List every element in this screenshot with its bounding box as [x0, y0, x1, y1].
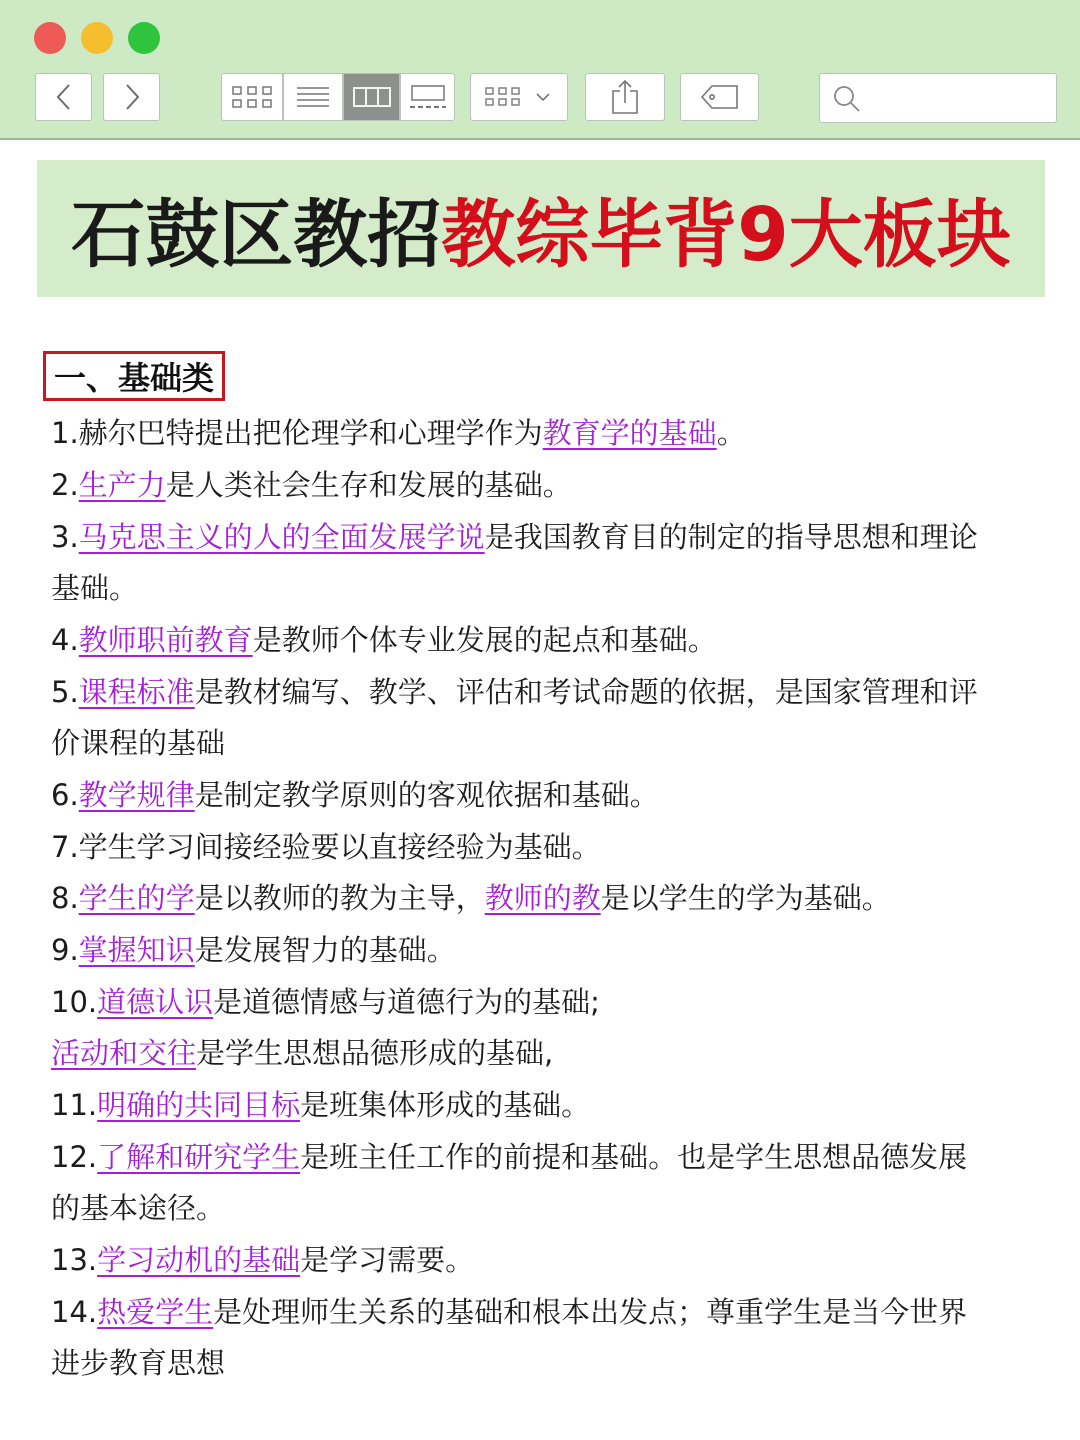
list-item: 6.教学规律是制定教学原则的客观依据和基础。 — [51, 778, 659, 812]
highlight-link[interactable]: 明确的共同目标 — [97, 1088, 301, 1122]
highlight-link[interactable]: 马克思主义的人的全面发展学说 — [78, 520, 485, 554]
forward-icon — [122, 82, 142, 112]
share-icon — [610, 79, 640, 115]
list-item-continuation: 基础。 — [51, 571, 139, 605]
gallery-view-icon — [409, 84, 447, 110]
highlight-link[interactable]: 课程标准 — [78, 675, 195, 709]
zoom-window-button[interactable] — [128, 22, 160, 54]
forward-button[interactable] — [103, 73, 160, 121]
list-item: 3.马克思主义的人的全面发展学说是我国教育目的制定的指导思想和理论 — [51, 520, 978, 554]
tag-button[interactable] — [680, 73, 759, 121]
title-black-text: 石鼓区教招 — [71, 191, 442, 278]
share-button[interactable] — [585, 73, 665, 121]
highlight-link[interactable]: 教育学的基础 — [542, 416, 717, 450]
highlight-link[interactable]: 学习动机的基础 — [97, 1243, 301, 1277]
gallery-view-button[interactable] — [400, 73, 455, 121]
title-banner — [37, 160, 1045, 297]
highlight-link[interactable]: 活动和交往 — [51, 1036, 197, 1070]
highlight-link[interactable]: 热爱学生 — [97, 1295, 214, 1329]
minimize-window-button[interactable] — [81, 22, 113, 54]
column-view-button[interactable] — [343, 73, 400, 121]
list-item: 13.学习动机的基础是学习需要。 — [51, 1243, 475, 1277]
close-window-button[interactable] — [34, 22, 66, 54]
list-view-icon — [297, 86, 329, 108]
list-item: 7.学生学习间接经验要以直接经验为基础。 — [51, 830, 601, 864]
search-icon — [832, 84, 862, 114]
tag-icon — [700, 84, 740, 110]
highlight-link[interactable]: 了解和研究学生 — [97, 1140, 301, 1174]
list-item-continuation: 价课程的基础 — [51, 726, 226, 760]
highlight-link[interactable]: 掌握知识 — [78, 933, 195, 967]
grid-view-button[interactable] — [221, 73, 283, 121]
highlight-link[interactable]: 生产力 — [78, 468, 166, 502]
list-item: 8.学生的学是以教师的教为主导，教师的教是以学生的学为基础。 — [51, 881, 891, 915]
group-menu-icon — [484, 85, 554, 109]
section-header: 一、基础类 — [43, 351, 225, 401]
title-red-text: 教综毕背9大板块 — [441, 191, 1011, 278]
highlight-link[interactable]: 教学规律 — [78, 778, 195, 812]
group-menu-button[interactable] — [470, 73, 568, 121]
search-field[interactable] — [819, 73, 1057, 123]
list-item: 2.生产力是人类社会生存和发展的基础。 — [51, 468, 572, 502]
list-item: 5.课程标准是教材编写、教学、评估和考试命题的依据，是国家管理和评 — [51, 675, 978, 709]
list-item: 1.赫尔巴特提出把伦理学和心理学作为教育学的基础。 — [51, 416, 746, 450]
list-item: 9.掌握知识是发展智力的基础。 — [51, 933, 456, 967]
highlight-link[interactable]: 道德认识 — [97, 985, 214, 1019]
back-button[interactable] — [35, 73, 92, 121]
list-item: 12.了解和研究学生是班主任工作的前提和基础。也是学生思想品德发展 — [51, 1140, 968, 1174]
list-view-button[interactable] — [283, 73, 343, 121]
highlight-link[interactable]: 学生的学 — [78, 881, 195, 915]
grid-view-icon — [232, 85, 272, 109]
list-item-continuation: 的基本途径。 — [51, 1191, 226, 1225]
highlight-link[interactable]: 教师的教 — [484, 881, 601, 915]
list-item: 11.明确的共同目标是班集体形成的基础。 — [51, 1088, 591, 1122]
highlight-link[interactable]: 教师职前教育 — [78, 623, 253, 657]
list-item-continuation: 进步教育思想 — [51, 1346, 226, 1380]
search-input[interactable] — [868, 80, 1052, 116]
list-item-continuation: 活动和交往是学生思想品德形成的基础, — [51, 1036, 554, 1070]
column-view-icon — [353, 86, 391, 108]
back-icon — [54, 82, 74, 112]
list-item: 14.热爱学生是处理师生关系的基础和根本出发点；尊重学生是当今世界 — [51, 1295, 968, 1329]
window-toolbar — [0, 0, 1080, 140]
list-item: 10.道德认识是道德情感与道德行为的基础; — [51, 985, 600, 1019]
list-item: 4.教师职前教育是教师个体专业发展的起点和基础。 — [51, 623, 717, 657]
